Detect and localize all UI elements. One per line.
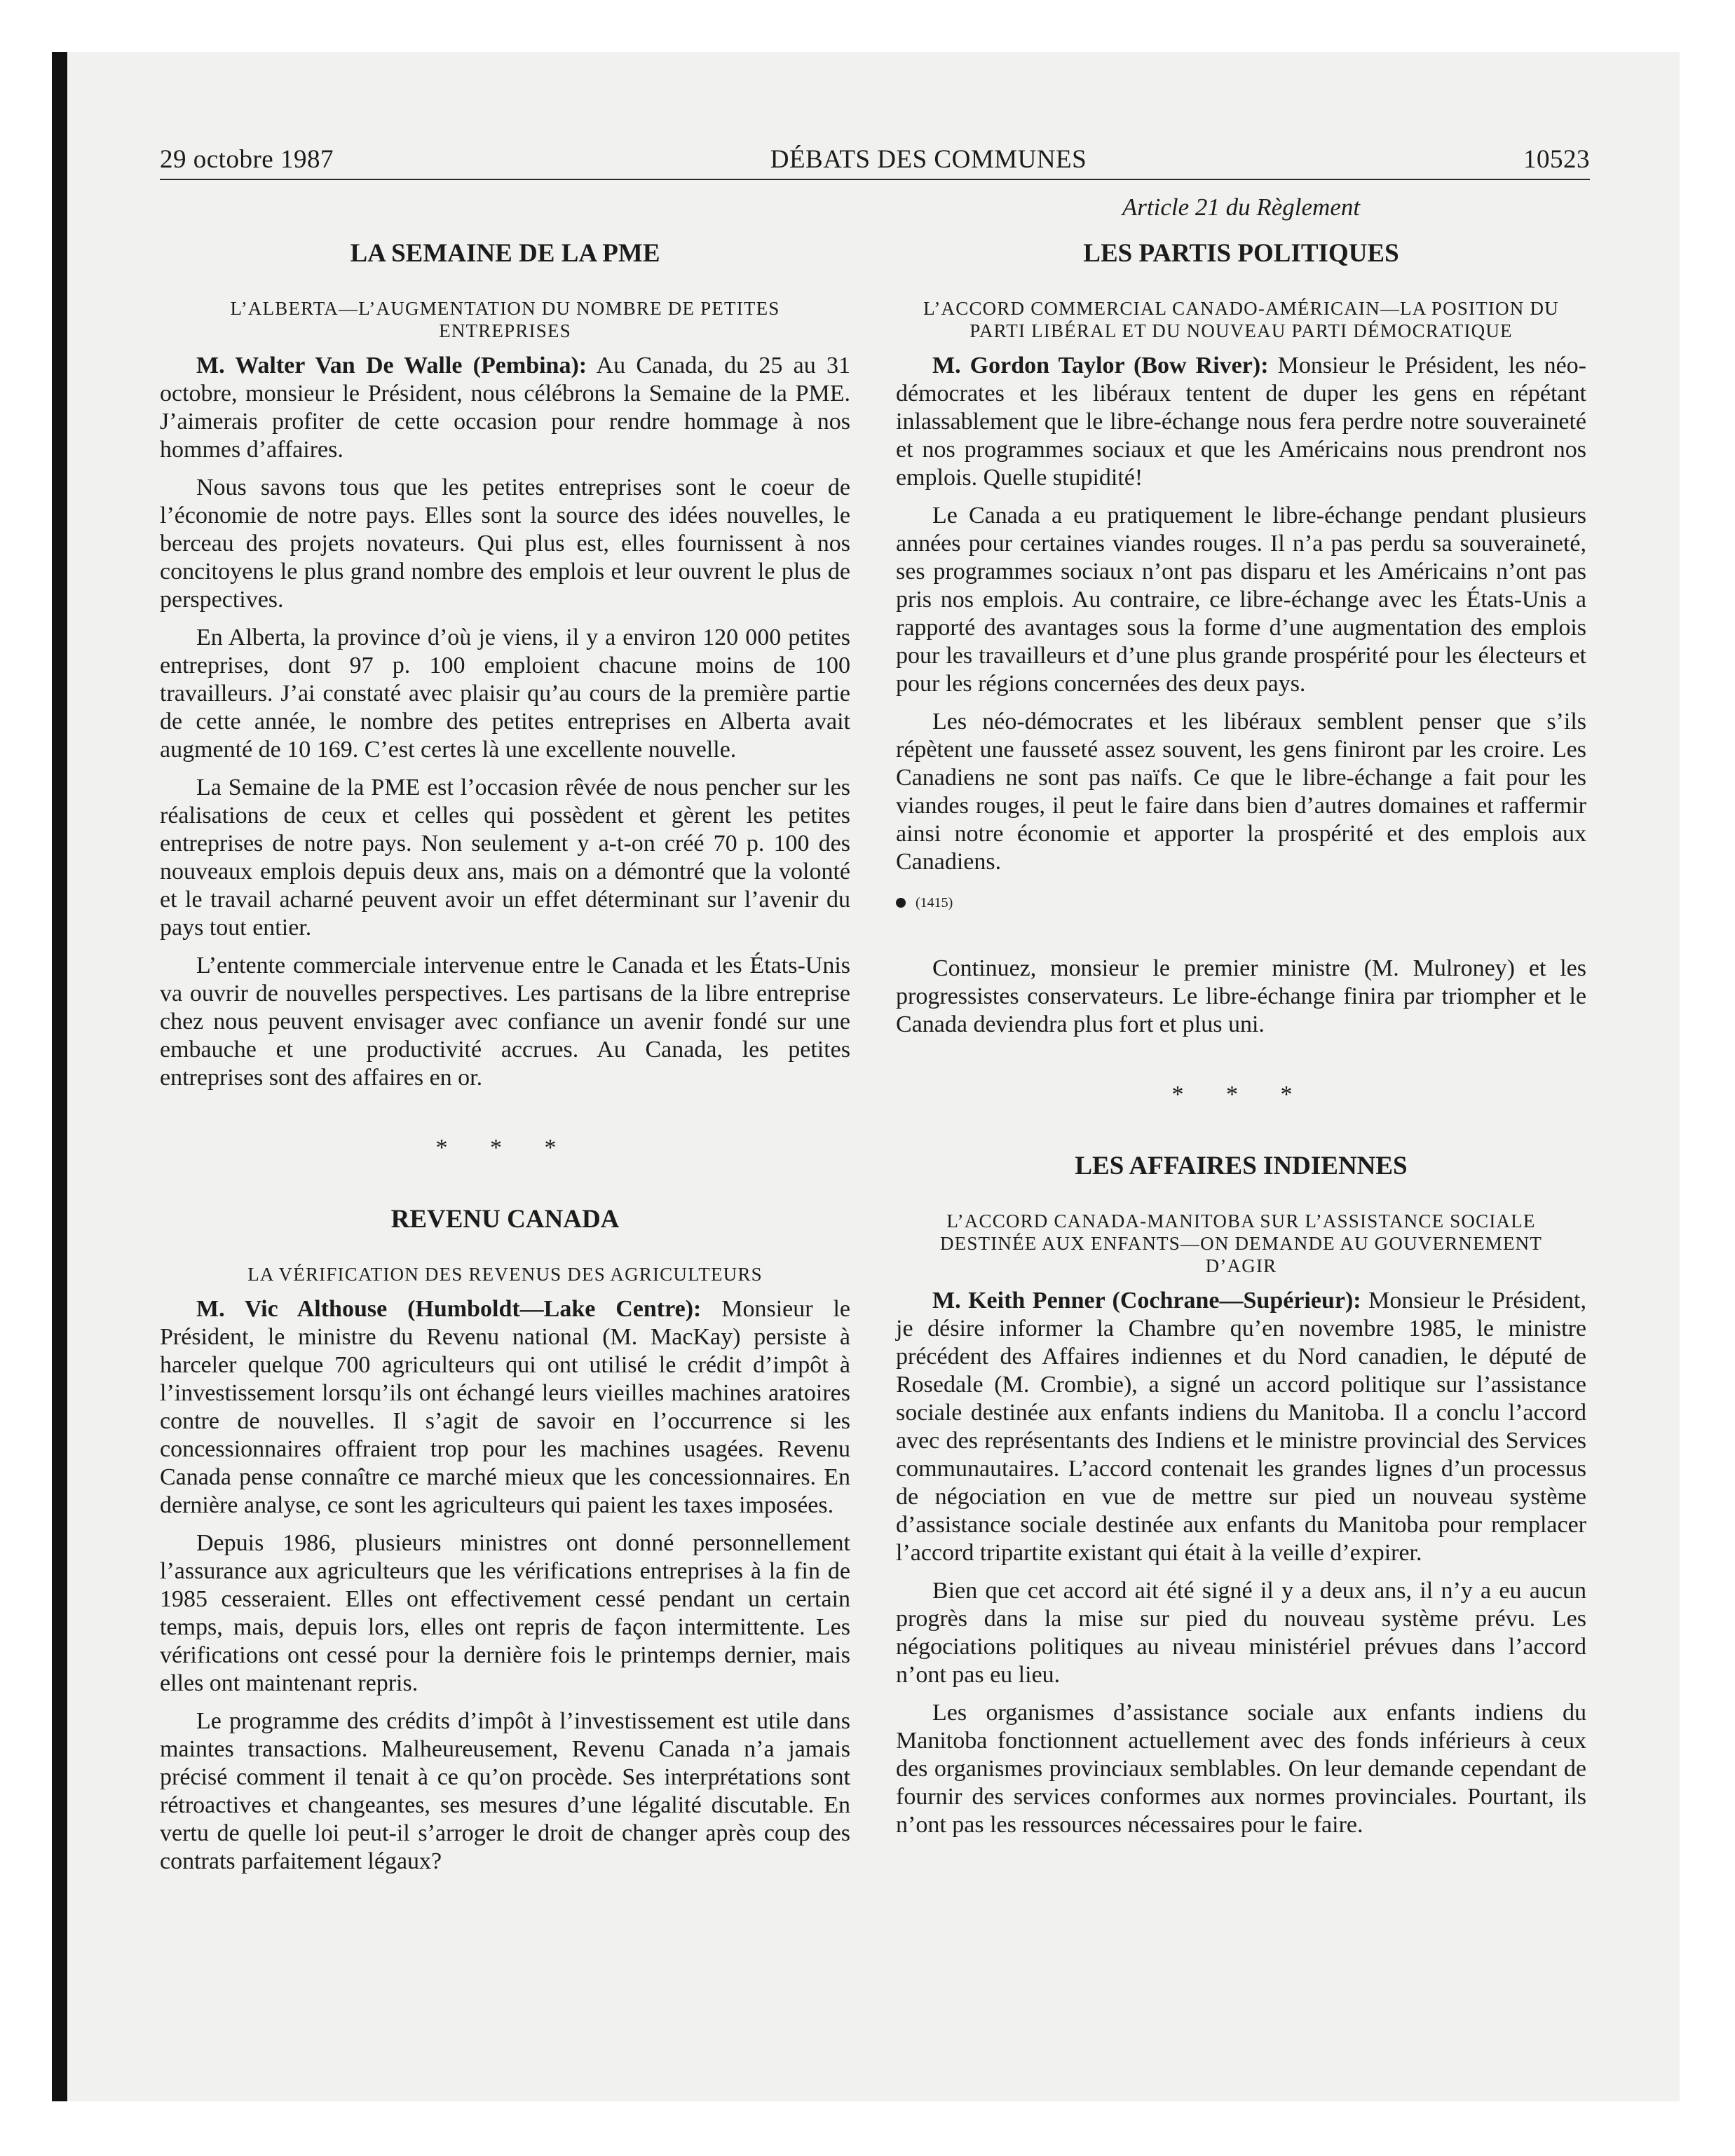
- section-separator: * * *: [1171, 1082, 1311, 1107]
- paragraph-text: Au Canada, du 25 au 31 octobre, monsieur le Président, nous célébrons la Semaine de la PME. J’aimerais profiter de cette occasion pour rendre hommage à nos hommes d’affaires.: [160, 353, 850, 463]
- paragraph: [160, 1295, 850, 1520]
- paragraph: [896, 352, 1586, 492]
- section-separator: * * *: [435, 1135, 575, 1161]
- subtitle-pme: L’ALBERTA—L’AUGMENTATION DU NOMBRE DE PETITES ENTREPRISES: [230, 298, 780, 341]
- paragraph-text: Monsieur le Président, les néo-démocrates et les libéraux tentent de duper les gens en répétant inlassablement que le libre-échange nous fera perdre notre souveraineté et nos programmes sociaux et que les Américains nous prendront nos emplois. Quelle stupidité!: [896, 353, 1587, 491]
- speaker-name: M. Keith Penner (Cochrane—Supérieur):: [932, 1288, 1361, 1314]
- section-title-indiennes: LES AFFAIRES INDIENNES: [1075, 1152, 1408, 1180]
- speaker-name: M. Walter Van De Walle (Pembina):: [196, 353, 587, 378]
- paragraph: Continuez, monsieur le premier ministre (M. Mulroney) et les progressistes conservateurs. Le libre-échange finira par triompher et le Canada deviendra plus fort et plus uni.: [896, 955, 1586, 1037]
- rubric: Article 21 du Règlement: [1122, 193, 1361, 221]
- subtitle-revenu: LA VÉRIFICATION DES REVENUS DES AGRICULTEURS: [247, 1264, 763, 1285]
- timestamp-text: (1415): [916, 895, 953, 910]
- speaker-name: M. Vic Althouse (Humboldt—Lake Centre):: [196, 1296, 702, 1322]
- paragraph-text: Monsieur le Président, je désire informer la Chambre qu’en novembre 1985, le ministre précédent des Affaires indiennes et du Nord canadien, le député de Rosedale (M. Crombie), a signé un accord politique sur l’assistance sociale destinée aux enfants indiens du Manitoba. Il a conclu l’accord avec des représentants des Indiens et le ministre provincial des Services communautaires. L’accord contenait les grandes lignes d’un processus de négociation en vue de mettre sur pied un nouveau système d’assistance sociale destinée aux enfants du Manitoba pour remplacer l’accord tripartite existant qui était à la veille d’expirer.: [896, 1288, 1587, 1566]
- time-marker: [896, 889, 1586, 917]
- paragraph: Les néo-démocrates et les libéraux semblent penser que s’ils répètent une fausseté assez souvent, les gens finiront par les croire. Les Canadiens ne sont pas naïfs. Ce que le libre-échange a fait pour les viandes rouges, il peut le faire dans bien d’autres domaines et raffermir ainsi notre économie et apporter la prospérité et des emplois aux Canadiens.: [896, 709, 1586, 875]
- paragraph: Le Canada a eu pratiquement le libre-échange pendant plusieurs années pour certaines viandes rouges. Il n’a pas perdu sa souveraineté, ses programmes sociaux n’ont pas disparu et les Américains n’ont pas pris nos emplois. Au contraire, ce libre-échange avec les États-Unis a rapporté des avantages sous la forme d’une augmentation des emplois pour les travailleurs et d’une plus grande prospérité pour les électeurs et pour les régions concernées des deux pays.: [896, 503, 1586, 697]
- binding-edge: [52, 52, 67, 2101]
- section-title-partis: LES PARTIS POLITIQUES: [1083, 239, 1399, 268]
- header-date: 29 octobre 1987: [160, 145, 334, 174]
- paragraph: Les organismes d’assistance sociale aux enfants indiens du Manitoba fonctionnent actuellement avec des fonds inférieurs à ceux des organismes provinciaux semblables. On leur demande cependant de fournir des services conformes aux normes provinciales. Pourtant, ils n’ont pas les ressources nécessaires pour le faire.: [896, 1700, 1586, 1838]
- left-column: [160, 193, 850, 1885]
- running-header: [160, 144, 1590, 180]
- paragraph-text: Monsieur le Président, le ministre du Revenu national (M. MacKay) persiste à harceler quelque 700 agriculteurs qui ont utilisé le crédit d’impôt à l’investissement lorsqu’ils ont échangé leurs vieilles machines aratoires contre de nouvelles. Il s’agit de savoir en l’occurrence si les concessionnaires offraient trop pour les machines usagées. Revenu Canada pense connaître ce marché mieux que les concessionnaires. En dernière analyse, ce sont les agriculteurs qui paient les taxes imposées.: [160, 1296, 851, 1518]
- section-title-revenu: REVENU CANADA: [390, 1205, 620, 1234]
- paragraph: [896, 1287, 1586, 1567]
- paragraph: La Semaine de la PME est l’occasion rêvée de nous pencher sur les réalisations de ceux et celles qui possèdent et gèrent les petites entreprises de notre pays. Non seulement y a-t-on créé 70 p. 100 des nouveaux emplois depuis deux ans, mais on a démontré que la volonté et le travail acharné peuvent avoir un effet déterminant sur l’avenir du pays tout entier.: [160, 775, 850, 941]
- paragraph: Bien que cet accord ait été signé il y a deux ans, il n’y a eu aucun progrès dans la mise sur pied du nouveau système prévu. Les négociations politiques au niveau ministériel prévues dans l’accord n’ont pas eu lieu.: [896, 1578, 1586, 1688]
- right-column: [896, 193, 1586, 1849]
- header-page-number: 10523: [1523, 145, 1590, 174]
- speaker-name: M. Gordon Taylor (Bow River):: [932, 353, 1269, 378]
- paragraph: Depuis 1986, plusieurs ministres ont donné personnellement l’assurance aux agriculteurs que les vérifications entreprises à la fin de 1985 cesseraient. Elles ont effectivement cessé pendant un certain temps, mais, depuis lors, elles ont repris de façon intermittente. Les vérifications ont cessé pour la dernière fois le printemps dernier, mais elles ont maintenant repris.: [160, 1530, 850, 1696]
- subtitle-partis: L’ACCORD COMMERCIAL CANADO-AMÉRICAIN—LA POSITION DU PARTI LIBÉRAL ET DU NOUVEAU PARTI DÉMOCRATIQUE: [923, 298, 1559, 341]
- subtitle-indiennes: L’ACCORD CANADA-MANITOBA SUR L’ASSISTANCE SOCIALE DESTINÉE AUX ENFANTS—ON DEMANDE AU GOUVERNEMENT D’AGIR: [939, 1210, 1543, 1276]
- paragraph: Le programme des crédits d’impôt à l’investissement est utile dans maintes transactions. Malheureusement, Revenu Canada n’a jamais précisé comment il tenait à ce qu’on procède. Ses interprétations sont rétroactives et changeantes, ses mesures d’une légalité discutable. En vertu de quelle loi peut-il s’arroger le droit de changer après coup des contrats parfaitement légaux?: [160, 1708, 850, 1874]
- paragraph: En Alberta, la province d’où je viens, il y a environ 120 000 petites entreprises, dont 97 p. 100 emploient chacune moins de 100 travailleurs. J’ai constaté avec plaisir qu’au cours de la première partie de cette année, le nombre des petites entreprises en Alberta avait augmenté de 10 169. C’est certes là une excellente nouvelle.: [160, 625, 850, 763]
- paragraph: [160, 352, 850, 464]
- paragraph: L’entente commerciale intervenue entre le Canada et les États-Unis va ouvrir de nouvelles perspectives. Les partisans de la libre entreprise chez nous peuvent envisager avec confiance un avenir fondé sur une embauche et une productivité accrues. Au Canada, les petites entreprises sont des affaires en or.: [160, 953, 850, 1091]
- paragraph: Nous savons tous que les petites entreprises sont le coeur de l’économie de notre pays. Elles sont la source des idées nouvelles, le berceau des projets novateurs. Qui plus est, elles fournissent à nos concitoyens le plus grand nombre des emplois et leur ouvrent le plus de perspectives.: [160, 475, 850, 613]
- header-publication: DÉBATS DES COMMUNES: [770, 145, 1087, 174]
- section-title-pme: LA SEMAINE DE LA PME: [350, 239, 660, 268]
- bullet-icon: [896, 898, 906, 908]
